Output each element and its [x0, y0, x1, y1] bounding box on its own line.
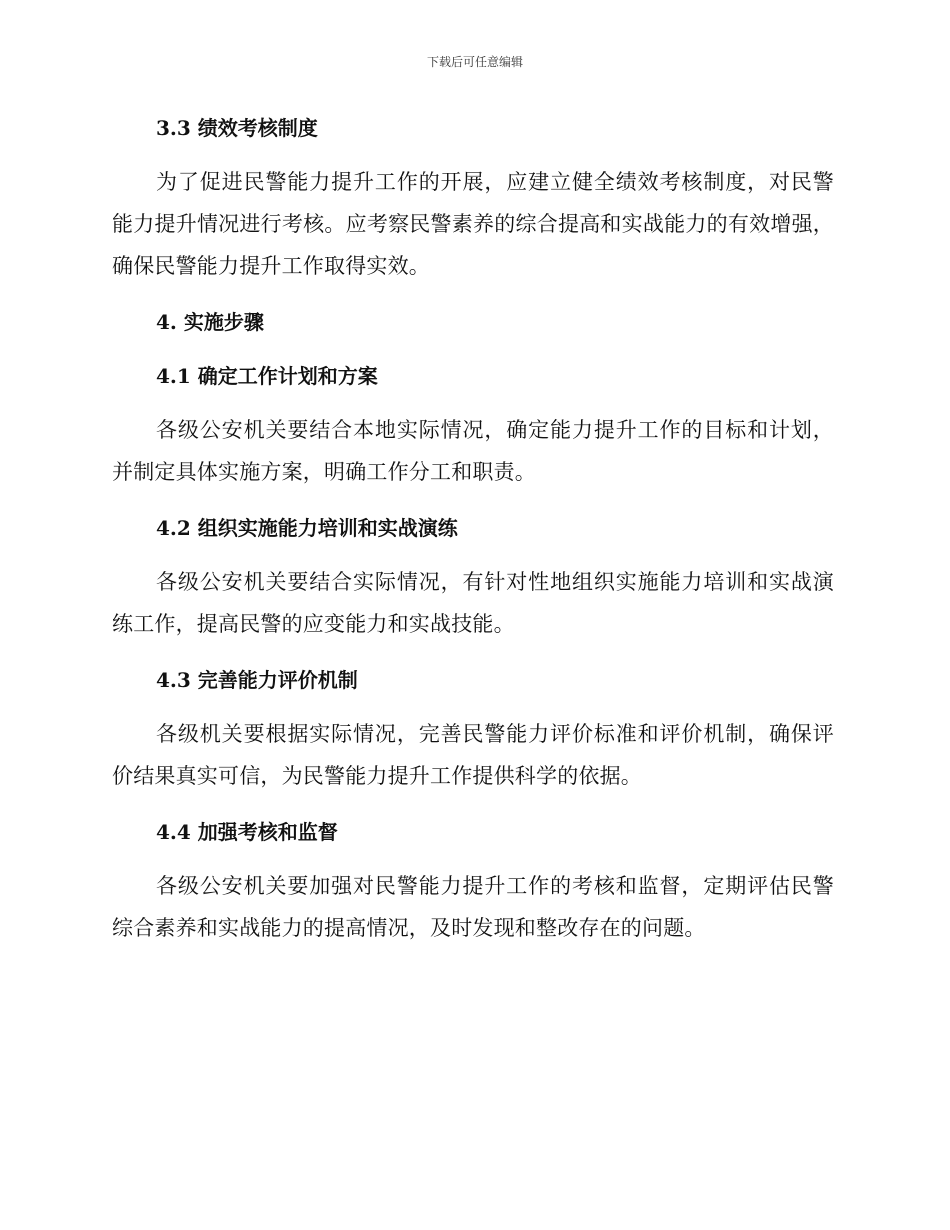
- section-paragraph-3-3: 为了促进民警能力提升工作的开展，应建立健全绩效考核制度，对民警能力提升情况进行考核。应考察民警素养的综合提高和实战能力的有效增强，确保民警能力提升工作取得实效。: [112, 170, 834, 278]
- section-paragraph-4-3: 各级机关要根据实际情况，完善民警能力评价标准和评价机制，确保评价结果真实可信，为民警能力提升工作提供科学的依据。: [112, 722, 834, 788]
- section-paragraph-4-2: 各级公安机关要结合实际情况，有针对性地组织实施能力培训和实战演练工作，提高民警的应变能力和实战技能。: [112, 570, 834, 636]
- section-paragraph-4-1: 各级公安机关要结合本地实际情况，确定能力提升工作的目标和计划，并制定具体实施方案，明确工作分工和职责。: [112, 418, 834, 484]
- section-heading-4-3: 4.3 完善能力评价机制: [156, 668, 358, 692]
- section-heading-4-2: 4.2 组织实施能力培训和实战演练: [156, 516, 458, 540]
- section-paragraph-4-4: 各级公安机关要加强对民警能力提升工作的考核和监督，定期评估民警综合素养和实战能力的提高情况，及时发现和整改存在的问题。: [112, 874, 834, 940]
- section-heading-3-3: 3.3 绩效考核制度: [156, 116, 318, 140]
- page-header-note: 下载后可任意编辑: [426, 55, 523, 69]
- section-heading-4-4: 4.4 加强考核和监督: [156, 820, 338, 844]
- section-heading-4: 4. 实施步骤: [156, 310, 264, 334]
- section-heading-4-1: 4.1 确定工作计划和方案: [156, 364, 378, 388]
